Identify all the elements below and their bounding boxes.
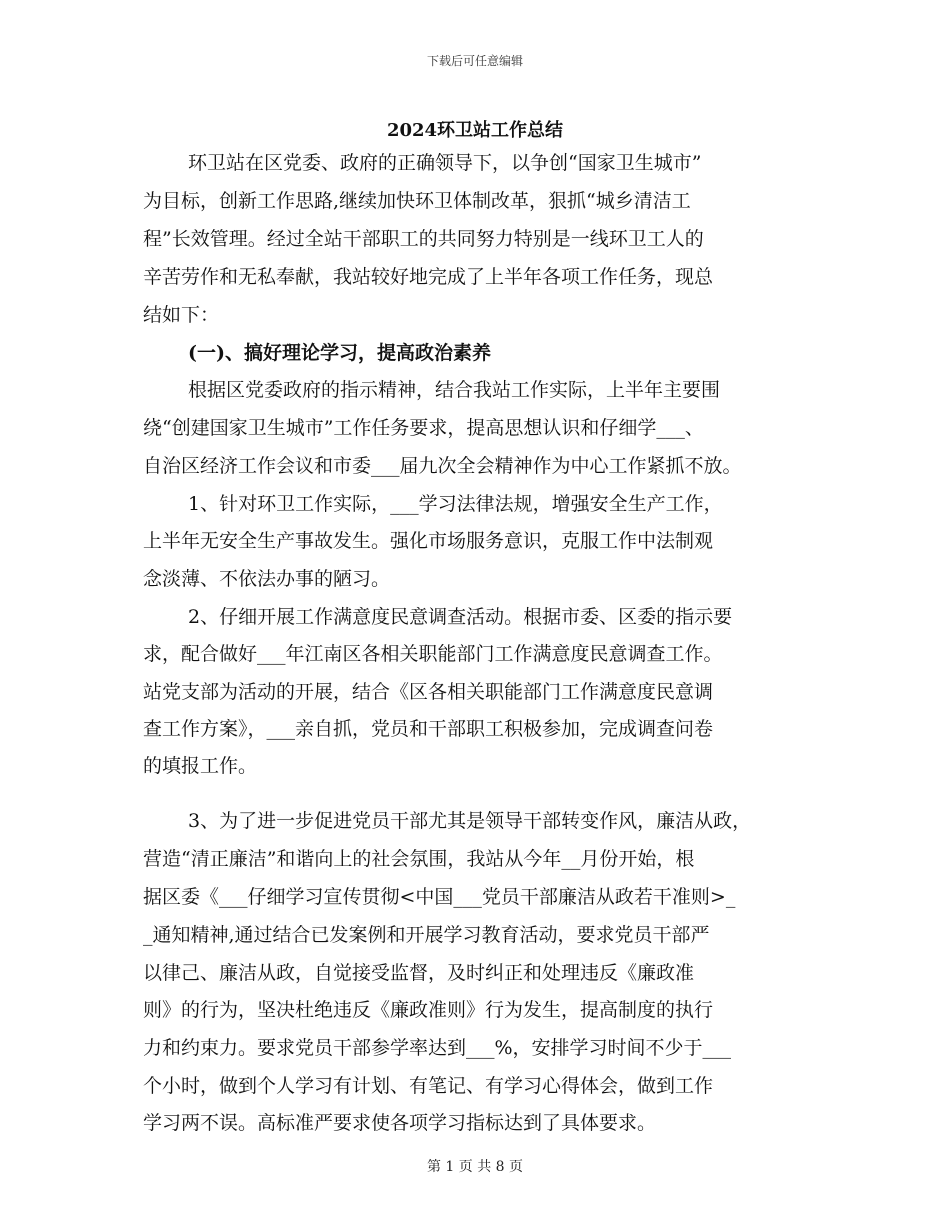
paragraph-line: 念淡薄、不依法办事的陋习。 (143, 568, 391, 590)
paragraph-line: 环卫站在区党委、政府的正确领导下，以争创“国家卫生城市” (188, 152, 702, 174)
paragraph-line: 学习两不误。高标准严要求使各项学习指标达到了具体要求。 (143, 1112, 657, 1134)
paragraph-line: 据区委《___仔细学习宣传贯彻<中国___党员干部廉洁从政若干准则>_ (143, 886, 736, 908)
paragraph-line: 1、针对环卫工作实际，___学习法律法规，增强安全生产工作， (188, 493, 723, 515)
paragraph-line: 以律己、廉洁从政，自觉接受监督，及时纠正和处理违反《廉政准 (143, 962, 695, 984)
paragraph-line: 站党支部为活动的开展，结合《区各相关职能部门工作满意度民意调 (143, 681, 714, 703)
document-title: 2024环卫站工作总结 (386, 120, 564, 141)
paragraph-line: 为目标，创新工作思路,继续加快环卫体制改革，狠抓“城乡清洁工 (143, 190, 691, 212)
paragraph-line: _通知精神,通过结合已发案例和开展学习教育活动，要求党员干部严 (143, 924, 710, 946)
paragraph-line: 3、为了进一步促进党员干部尤其是领导干部转变作风，廉洁从政， (188, 810, 752, 832)
paragraph-line: 营造“清正廉洁”和谐向上的社会氛围，我站从今年__月份开始，根 (143, 848, 695, 870)
paragraph-line: 根据区党委政府的指示精神，结合我站工作实际，上半年主要围 (188, 379, 721, 401)
paragraph-line: 2、仔细开展工作满意度民意调查活动。根据市委、区委的指示要 (188, 606, 733, 628)
paragraph-line: 自治区经济工作会议和市委___届九次全会精神作为中心工作紧抓不放。 (143, 455, 742, 477)
paragraph-line: 上半年无安全生产事故发生。强化市场服务意识，克服工作中法制观 (143, 530, 714, 552)
paragraph-line: 结如下： (143, 304, 220, 326)
paragraph-line: 程”长效管理。经过全站干部职工的共同努力特别是一线环卫工人的 (143, 228, 704, 250)
paragraph-line: 个小时，做到个人学习有计划、有笔记、有学习心得体会，做到工作 (143, 1075, 714, 1097)
paragraph-line: 则》的行为，坚决杜绝违反《廉政准则》行为发生，提高制度的执行 (143, 999, 714, 1021)
page-header-note: 下载后可任意编辑 (426, 54, 523, 68)
paragraph-line: 辛苦劳作和无私奉献，我站较好地完成了上半年各项工作任务，现总 (143, 266, 714, 288)
paragraph-line: 求，配合做好___年江南区各相关职能部门工作满意度民意调查工作。 (143, 643, 723, 665)
section-heading: (一)、搞好理论学习，提高政治素养 (188, 342, 491, 364)
paragraph-line: 力和约束力。要求党员干部参学率达到___%，安排学习时间不少于___ (143, 1037, 732, 1059)
paragraph-line: 的填报工作。 (143, 755, 258, 777)
paragraph-line: 绕“创建国家卫生城市”工作任务要求，提高思想认识和仔细学___、 (143, 417, 704, 439)
page-number: 第 1 页 共 8 页 (426, 1159, 524, 1175)
paragraph-line: 查工作方案》，___亲自抓，党员和干部职工积极参加，完成调查问卷 (143, 718, 714, 740)
